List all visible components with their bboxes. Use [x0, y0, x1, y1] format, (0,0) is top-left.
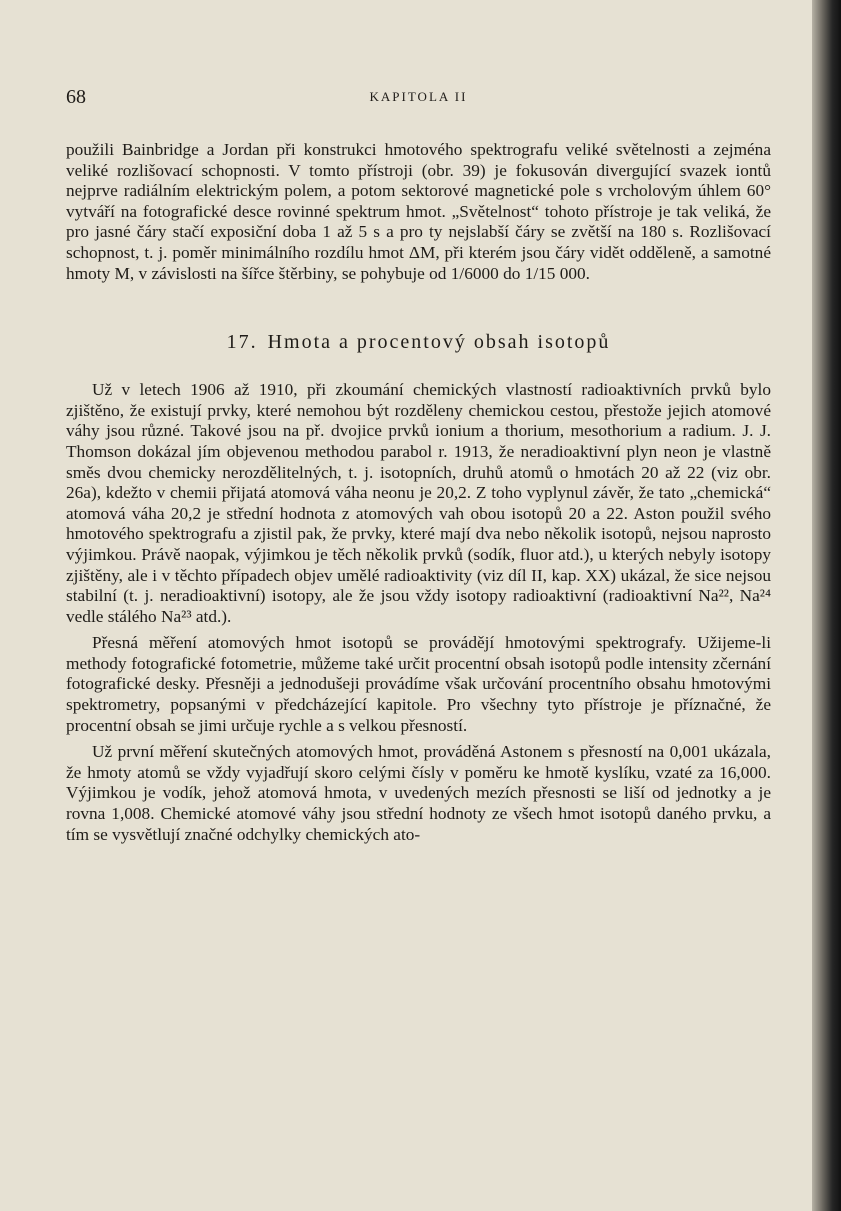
paragraph-precise-measurements: Přesná měření atomových hmot isotopů se provádějí hmotovými spektrografy. Užijeme-li methody fotografické fotometrie, můžeme také určit procentní obsah isotopů podle intensity zčernání fotografické desky. Přesněji a jednodušeji provádíme však určování procentního obsahu hmotovými spektrometry, popsanými v předcházející kapitole. Pro všechny tyto přístroje je příznačné, že procentní obsah se jimi určuje rychle a s velkou přesností.: [66, 633, 771, 735]
section-number: 17.: [226, 331, 258, 354]
paragraph-isotopes-history: Už v letech 1906 až 1910, při zkoumání chemických vlastností radioaktivních prvků bylo zjištěno, že existují prvky, které nemohou být rozděleny chemickou cestou, přestože jejich atomové váhy jsou různé. Takové jsou na př. dvojice prvků ionium a thorium, mesothorium a radium. J. J. Thomson dokázal jím objevenou methodou parabol r. 1913, že neradioaktivní plyn neon je vlastně směs dvou chemicky nerozdělitelných, t. j. isotopních, druhů atomů o hmotách 20 až 22 (viz obr. 26a), kdežto v chemii přijatá atomová váha neonu je 20,2. Z toho vyplynul závěr, že tato „chemická“ atomová váha 20,2 je střední hodnota z atomových vah obou isotopů 20 a 22. Aston použil svého hmotového spektrografu a zjistil pak, že prvky, které mají dva nebo několik isotopů, nejsou naprosto výjimkou. Právě naopak, výjimkou je těch několik prvků (sodík, fluor atd.), u kterých nebyly isotopy zjištěny, ale i v těchto případech objev umělé radioaktivity (viz díl II, kap. XX) ukázal, že sice nejsou stabilní (t. j. neradioaktivní) isotopy, ale že jsou vždy isotopy radioaktivní (radioaktivní Na²², Na²⁴ vedle stálého Na²³ atd.).: [66, 380, 771, 626]
running-head: [66, 86, 771, 110]
paragraph-continuation: použili Bainbridge a Jordan při konstrukci hmotového spektrografu veliké světelnosti a zejména veliké rozlišovací schopnosti. V tomto přístroji (obr. 39) je fokusován divergující svazek iontů nejprve radiálním elektrickým polem, a potom sektorové magnetické pole s vrcholovým úhlem 60° vytváří na fotografické desce rovinné spektrum hmot. „Světelnost“ tohoto přístroje je tak veliká, že pro jasné čáry stačí exposiční doba 1 až 5 s a pro ty nejslabší čáry se zvětší na 180 s. Rozlišovací schopnost, t. j. poměr minimálního rozdílu hmot ΔM, při kterém jsou čáry vidět odděleně, a samotné hmoty M, v závislosti na šířce štěrbiny, se pohybuje od 1/6000 do 1/15 000.: [66, 140, 771, 283]
paragraph-first-measurements: Už první měření skutečných atomových hmot, prováděná Astonem s přesností na 0,001 ukázala, že hmoty atomů se vždy vyjadřují skoro celými čísly v poměru ke hmotě kyslíku, vzaté za 16,000. Výjimkou je vodík, jehož atomová hmota, v uvedených mezích přesnosti se liší od jednotky a je rovna 1,008. Chemické atomové váhy jsou střední hodnoty ze všech hmot isotopů daného prvku, a tím se vysvětlují značné odchylky chemických ato-: [66, 742, 771, 844]
page-number: 68: [66, 86, 86, 108]
page-content: [66, 86, 771, 845]
page-edge-shadow: [812, 0, 841, 1211]
chapter-title: KAPITOLA II: [369, 89, 468, 104]
section-title: Hmota a procentový obsah isotopů: [267, 331, 611, 354]
section-heading: [66, 330, 771, 354]
